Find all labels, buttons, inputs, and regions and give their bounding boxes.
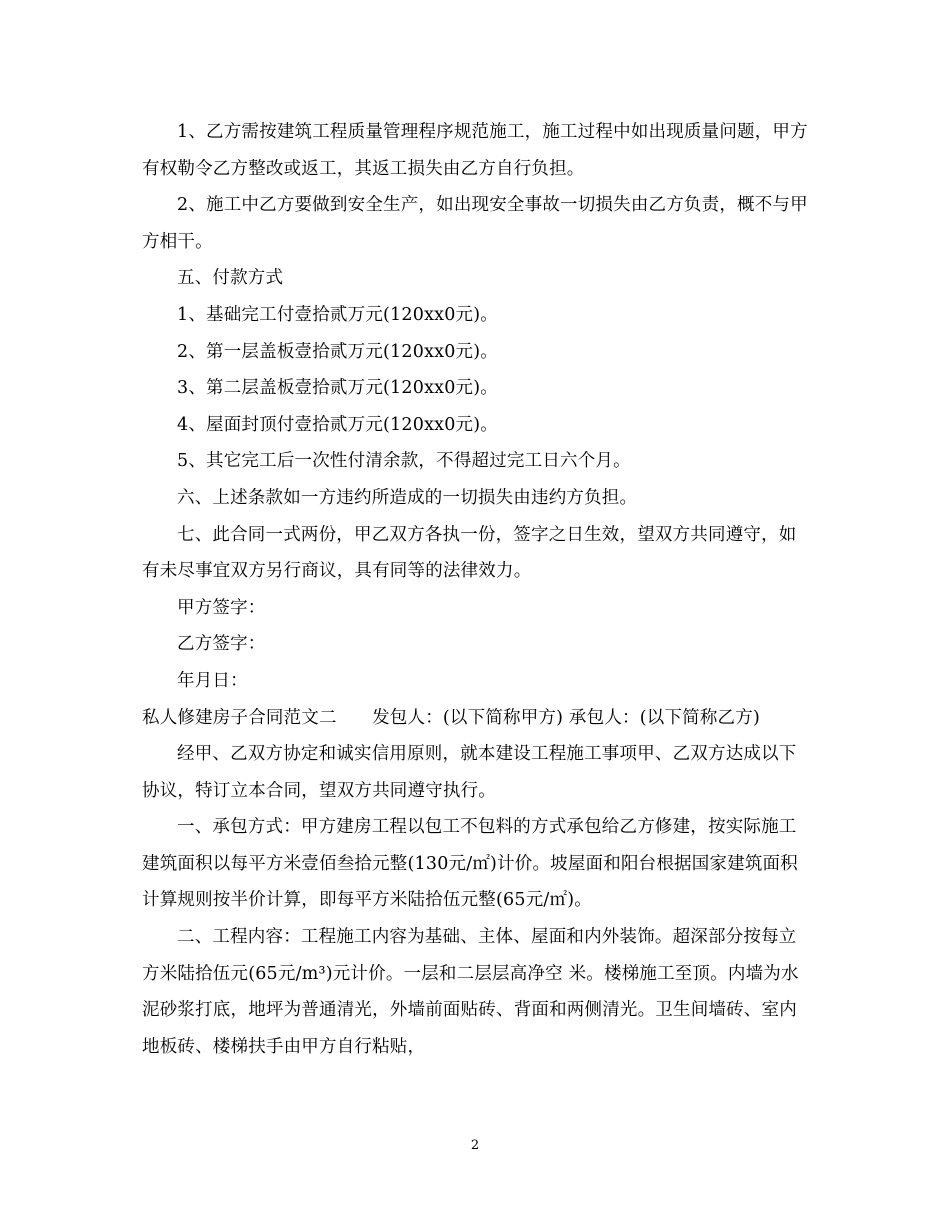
paragraph-copies-clause: 七、此合同一式两份，甲乙双方各执一份，签字之日生效，望双方共同遵守，如有未尽事宜双方另行商议，具有同等的法律效力。 [142, 524, 797, 582]
payment-item-2: 2、第一层盖板壹拾贰万元(120xx0元)。 [177, 341, 498, 362]
page-number: 2 [470, 1138, 480, 1153]
paragraph-safety-clause: 2、施工中乙方要做到安全生产，如出现安全事故一切损失由乙方负责，概不与甲方相干。 [142, 195, 808, 252]
payment-item-5: 5、其它完工后一次性付清余款，不得超过完工日六个月。 [177, 451, 631, 472]
paragraph-contract-method: 一、承包方式：甲方建房工程以包工不包料的方式承包给乙方修建，按实际施工建筑面积以每平方米壹佰叁拾元整(130元/㎡)计价。坡屋面和阳台根据国家建筑面积计算规则按半价计算，即每平方米陆拾伍元整(65元/㎡)。 [142, 817, 798, 911]
paragraph-quality-clause: 1、乙方需按建筑工程质量管理程序规范施工，施工过程中如出现质量问题，甲方有权勒令乙方整改或返工，其返工损失由乙方自行负担。 [142, 122, 808, 179]
paragraph-agreement-intro: 经甲、乙双方协定和诚实信用原则，就本建设工程施工事项甲、乙双方达成以下协议，特订立本合同，望双方共同遵守执行。 [142, 744, 797, 801]
payment-item-4: 4、屋面封顶付壹拾贰万元(120xx0元)。 [177, 414, 498, 435]
payment-item-3: 3、第二层盖板壹拾贰万元(120xx0元)。 [177, 378, 498, 399]
signature-date: 年月日： [177, 670, 248, 691]
paragraph-breach-clause: 六、上述条款如一方违约所造成的一切损失由违约方负担。 [177, 487, 638, 508]
section-heading-payment: 五、付款方式 [177, 268, 284, 289]
payment-item-1: 1、基础完工付壹拾贰万元(120xx0元)。 [177, 304, 498, 325]
contract-two-title: 私人修建房子合同范文二 发包人：(以下简称甲方) 承包人：(以下简称乙方) [142, 707, 760, 728]
signature-party-b: 乙方签字： [177, 634, 266, 655]
signature-party-a: 甲方签字： [177, 597, 266, 618]
paragraph-work-content: 二、工程内容：工程施工内容为基础、主体、屋面和内外装饰。超深部分按每立方米陆拾伍元(65元/m³)元计价。一层和二层层高净空 米。楼梯施工至顶。内墙为水泥砂浆打底，地坪为普通清光，外墙前面贴砖、背面和两侧清光。卫生间墙砖、室内地板砖、楼梯扶手由甲方自行粘贴， [142, 927, 799, 1057]
document-body [142, 114, 810, 1065]
